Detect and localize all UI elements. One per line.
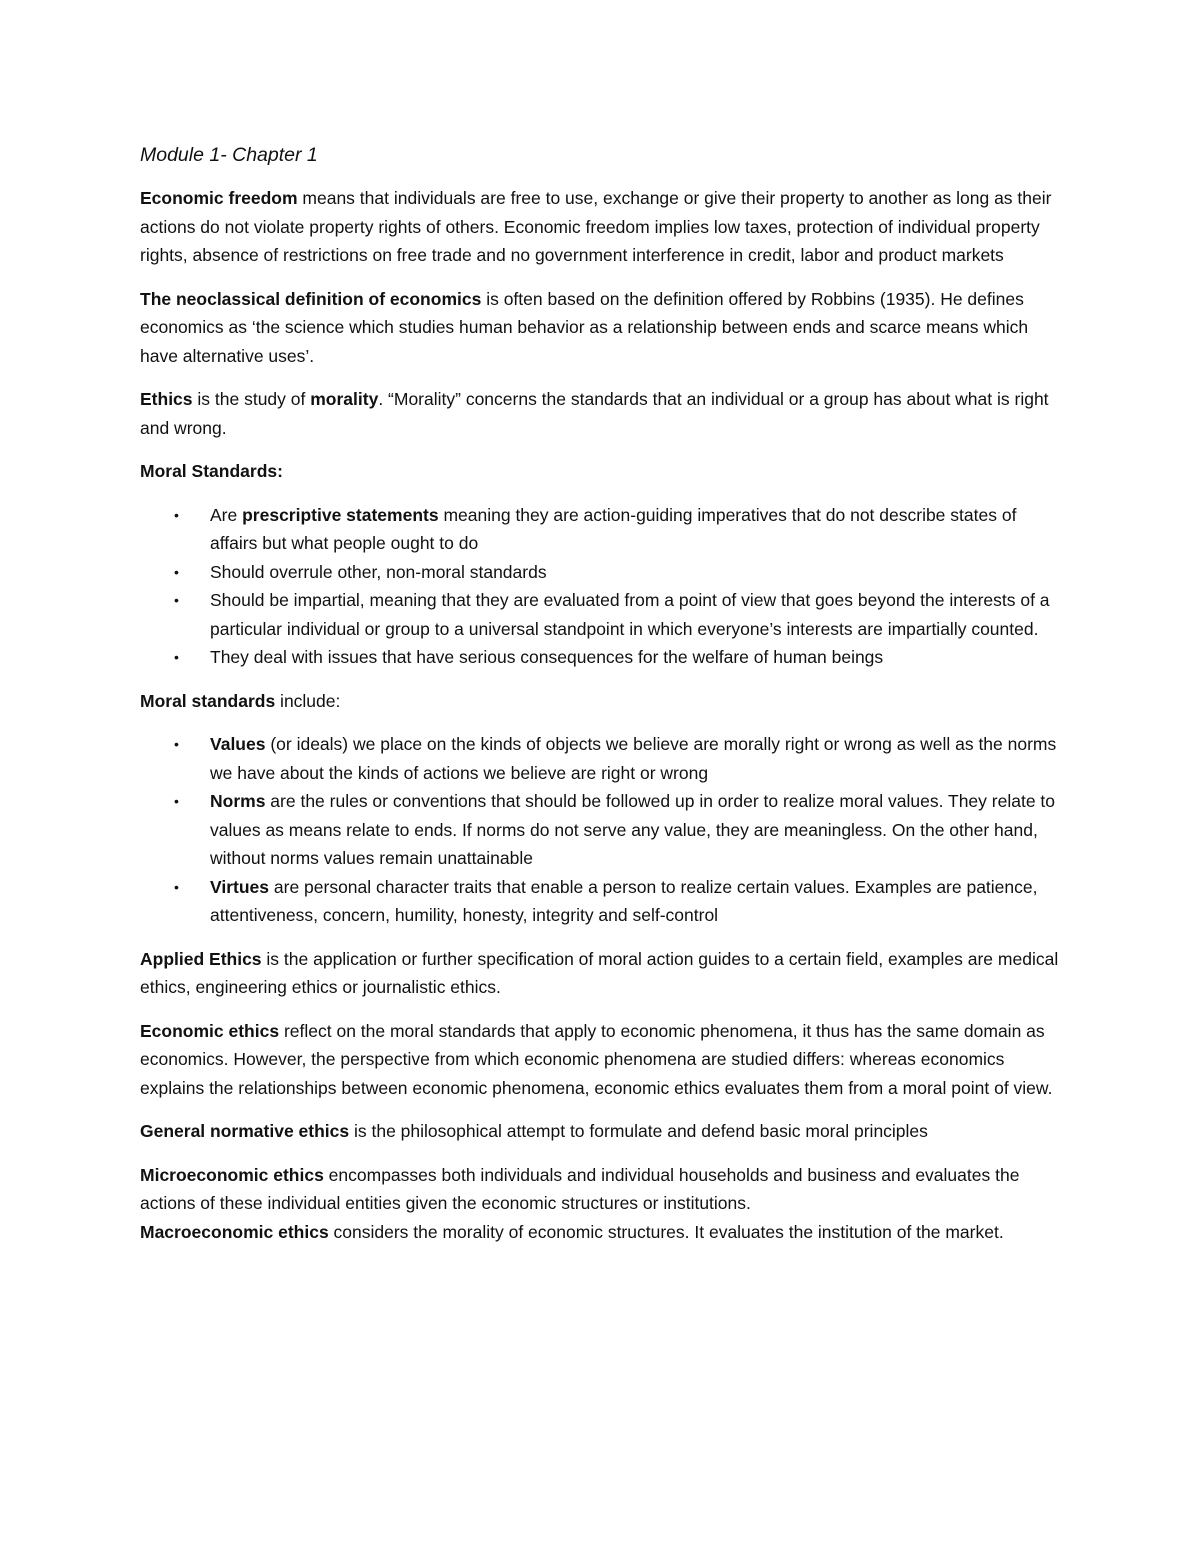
list-moral-standards — [140, 501, 1065, 672]
term-morality: morality — [310, 389, 379, 409]
list-item-text: are the rules or conventions that should be followed up in order to realize moral values. They relate to values as means relate to ends. If norms do not serve any value, they are meaningless. On the other hand, without norms values remain unattainable — [210, 791, 1056, 868]
term-virtues: Virtues — [210, 876, 270, 897]
definition-macroeconomic-ethics: considers the morality of economic structures. It evaluates the institution of the market. — [328, 1221, 1004, 1242]
bullet-icon: • — [174, 592, 179, 608]
term-neoclassical-definition: The neoclassical definition of economics — [140, 288, 482, 309]
paragraph-economic-freedom — [140, 184, 1065, 270]
heading-moral-standards: Moral Standards: — [140, 461, 283, 481]
paragraph-macroeconomic-ethics — [140, 1218, 1065, 1247]
definition-applied-ethics: is the application or further specification of moral action guides to a certain field, examples are medical ethics, engineering ethics or journalistic ethics. — [140, 948, 1059, 997]
term-moral-standards: Moral standards — [140, 690, 276, 711]
ethics-text-part2: . “Morality” concerns the standards that an individual or a group has about what is right and wrong. — [140, 389, 1049, 438]
term-norms: Norms — [210, 791, 266, 811]
bullet-icon: • — [174, 506, 179, 523]
term-applied-ethics: Applied Ethics — [140, 948, 262, 969]
bullet-icon: • — [174, 878, 179, 895]
include-text: include: — [275, 690, 341, 711]
term-ethics: Ethics — [140, 389, 193, 409]
definition-neoclassical: is often based on the definition offered by Robbins (1935). He defines economics as ‘the science which studies human behavior as a relationship between ends and scarce means which have alternative uses’. — [140, 288, 1029, 366]
paragraph-general-normative-ethics — [140, 1117, 1065, 1146]
paragraph-microeconomic-ethics — [140, 1161, 1065, 1218]
list-item-text: meaning they are action-guiding imperatives that do not describe states of affairs but what people ought to do — [210, 504, 1017, 553]
list-item-text: Should overrule other, non-moral standards — [210, 561, 547, 582]
ethics-text-part1: is the study of — [192, 389, 311, 409]
definition-economic-freedom: means that individuals are free to use, exchange or give their property to another as long as their actions do not violate property rights of others. Economic freedom implies low taxes, protection of individual property rights, absence of restrictions on free trade and no government interference in credit, labor and product markets — [140, 188, 1052, 265]
list-item — [140, 501, 1065, 558]
definition-general-normative-ethics: is the philosophical attempt to formulate and defend basic moral principles — [349, 1121, 928, 1141]
list-item-text: Should be impartial, meaning that they are evaluated from a point of view that goes beyond the interests of a particular individual or group to a universal standpoint in which everyone’s interests are impartially counted. — [210, 590, 1050, 639]
bullet-icon: • — [174, 649, 179, 665]
list-item-text: (or ideals) we place on the kinds of objects we believe are morally right or wrong as well as the norms we have about the kinds of actions we believe are right or wrong — [210, 734, 1057, 783]
term-economic-ethics: Economic ethics — [140, 1020, 280, 1041]
list-item — [140, 586, 1065, 643]
list-item-text: They deal with issues that have serious consequences for the welfare of human beings — [210, 647, 884, 667]
term-prescriptive-statements: prescriptive statements — [242, 504, 439, 525]
list-item — [140, 873, 1065, 930]
document-page — [140, 140, 1065, 1261]
paragraph-neoclassical-definition — [140, 285, 1065, 371]
paragraph-applied-ethics — [140, 945, 1065, 1002]
list-item-text: are personal character traits that enable a person to realize certain values. Examples are patience, attentiveness, concern, humility, honesty, integrity and self-control — [210, 876, 1038, 925]
list-item — [140, 730, 1065, 787]
bullet-icon: • — [174, 793, 179, 809]
list-moral-standards-include — [140, 730, 1065, 930]
paragraph-ethics — [140, 385, 1065, 442]
list-item — [140, 558, 1065, 587]
definition-microeconomic-ethics: encompasses both individuals and individual households and business and evaluates the actions of these individual entities given the economic structures or institutions. — [140, 1164, 1020, 1213]
term-macroeconomic-ethics: Macroeconomic ethics — [140, 1221, 329, 1242]
definition-economic-ethics: reflect on the moral standards that apply to economic phenomena, it thus has the same domain as economics. However, the perspective from which economic phenomena are studied differs: whereas economics explains the relationships between economic phenomena, economic ethics evaluates them from a moral point of view. — [140, 1020, 1053, 1098]
page-title: Module 1- Chapter 1 — [140, 144, 318, 166]
list-item — [140, 643, 1065, 672]
term-microeconomic-ethics: Microeconomic ethics — [140, 1164, 324, 1185]
term-values: Values — [210, 734, 266, 754]
term-general-normative-ethics: General normative ethics — [140, 1121, 350, 1141]
list-item — [140, 787, 1065, 873]
paragraph-moral-standards-include — [140, 687, 1065, 716]
bullet-icon: • — [174, 563, 179, 580]
term-economic-freedom: Economic freedom — [140, 188, 298, 208]
bullet-icon: • — [174, 736, 179, 752]
paragraph-economic-ethics — [140, 1017, 1065, 1103]
list-item-prefix: Are — [210, 504, 243, 525]
